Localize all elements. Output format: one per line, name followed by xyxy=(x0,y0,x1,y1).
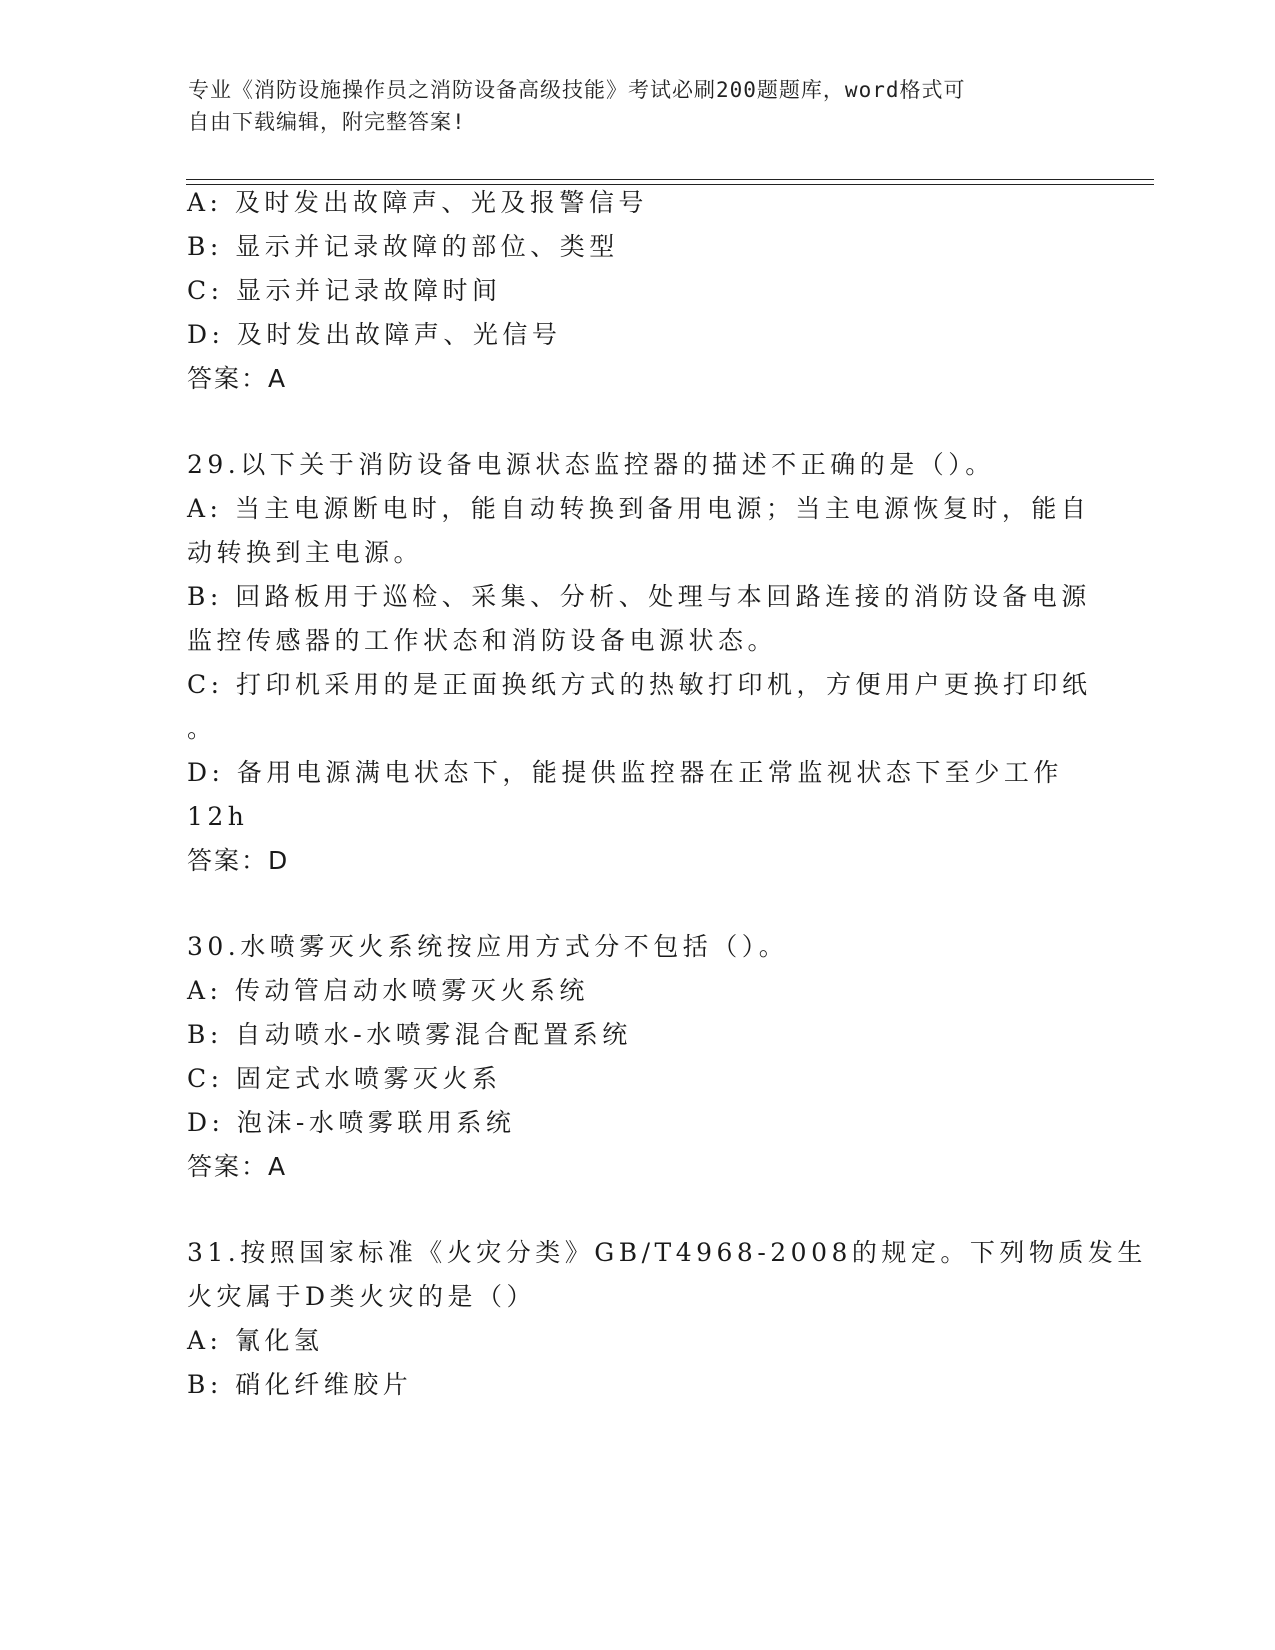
q30-option-a: A: 传动管启动水喷雾灭火系统 xyxy=(187,976,589,1005)
q29-option-c-line1: C: 打印机采用的是正面换纸方式的热敏打印机，方便用户更换打印纸 xyxy=(187,670,1092,699)
q29-option-b-line1: B: 回路板用于巡检、采集、分析、处理与本回路连接的消防设备电源 xyxy=(187,582,1091,611)
header-line-1: 专业《消防设施操作员之消防设备高级技能》考试必刷200题题库，word格式可 xyxy=(188,78,966,102)
header-divider-top xyxy=(186,179,1154,180)
q30-answer: 答案：A xyxy=(187,1152,288,1181)
q30-option-c: C: 固定式水喷雾灭火系 xyxy=(187,1064,502,1093)
prev-answer: 答案：A xyxy=(187,364,288,393)
q29-answer: 答案：D xyxy=(187,846,290,875)
q31-stem-line2: 火灾属于D类火灾的是（） xyxy=(187,1282,537,1311)
q29-stem: 29.以下关于消防设备电源状态监控器的描述不正确的是（）。 xyxy=(187,450,995,479)
q31-option-b: B: 硝化纤维胶片 xyxy=(187,1370,413,1399)
prev-option-c: C: 显示并记录故障时间 xyxy=(187,276,502,305)
q31-stem-line1: 31.按照国家标准《火灾分类》GB/T4968-2008的规定。下列物质发生 xyxy=(187,1238,1147,1267)
header-line-2: 自由下载编辑，附完整答案! xyxy=(188,110,466,134)
prev-option-b: B: 显示并记录故障的部位、类型 xyxy=(187,232,619,261)
q29-option-a-line2: 动转换到主电源。 xyxy=(187,538,424,567)
q31-option-a: A: 氰化氢 xyxy=(187,1326,324,1355)
q30-stem: 30.水喷雾灭火系统按应用方式分不包括（）。 xyxy=(187,932,789,961)
q29-option-d-line1: D: 备用电源满电状态下，能提供监控器在正常监视状态下至少工作 xyxy=(187,758,1063,787)
prev-option-a: A: 及时发出故障声、光及报警信号 xyxy=(187,188,648,217)
document-header xyxy=(188,74,1068,138)
prev-option-d: D: 及时发出故障声、光信号 xyxy=(187,320,562,349)
q29-option-b-line2: 监控传感器的工作状态和消防设备电源状态。 xyxy=(187,626,778,655)
q29-option-c-line2: 。 xyxy=(187,714,217,743)
q30-option-b: B: 自动喷水-水喷雾混合配置系统 xyxy=(187,1020,632,1049)
q29-option-d-line2: 12h xyxy=(187,802,249,831)
q29-option-a-line1: A: 当主电源断电时，能自动转换到备用电源；当主电源恢复时，能自 xyxy=(187,494,1091,523)
q30-option-d: D: 泡沫-水喷雾联用系统 xyxy=(187,1108,516,1137)
